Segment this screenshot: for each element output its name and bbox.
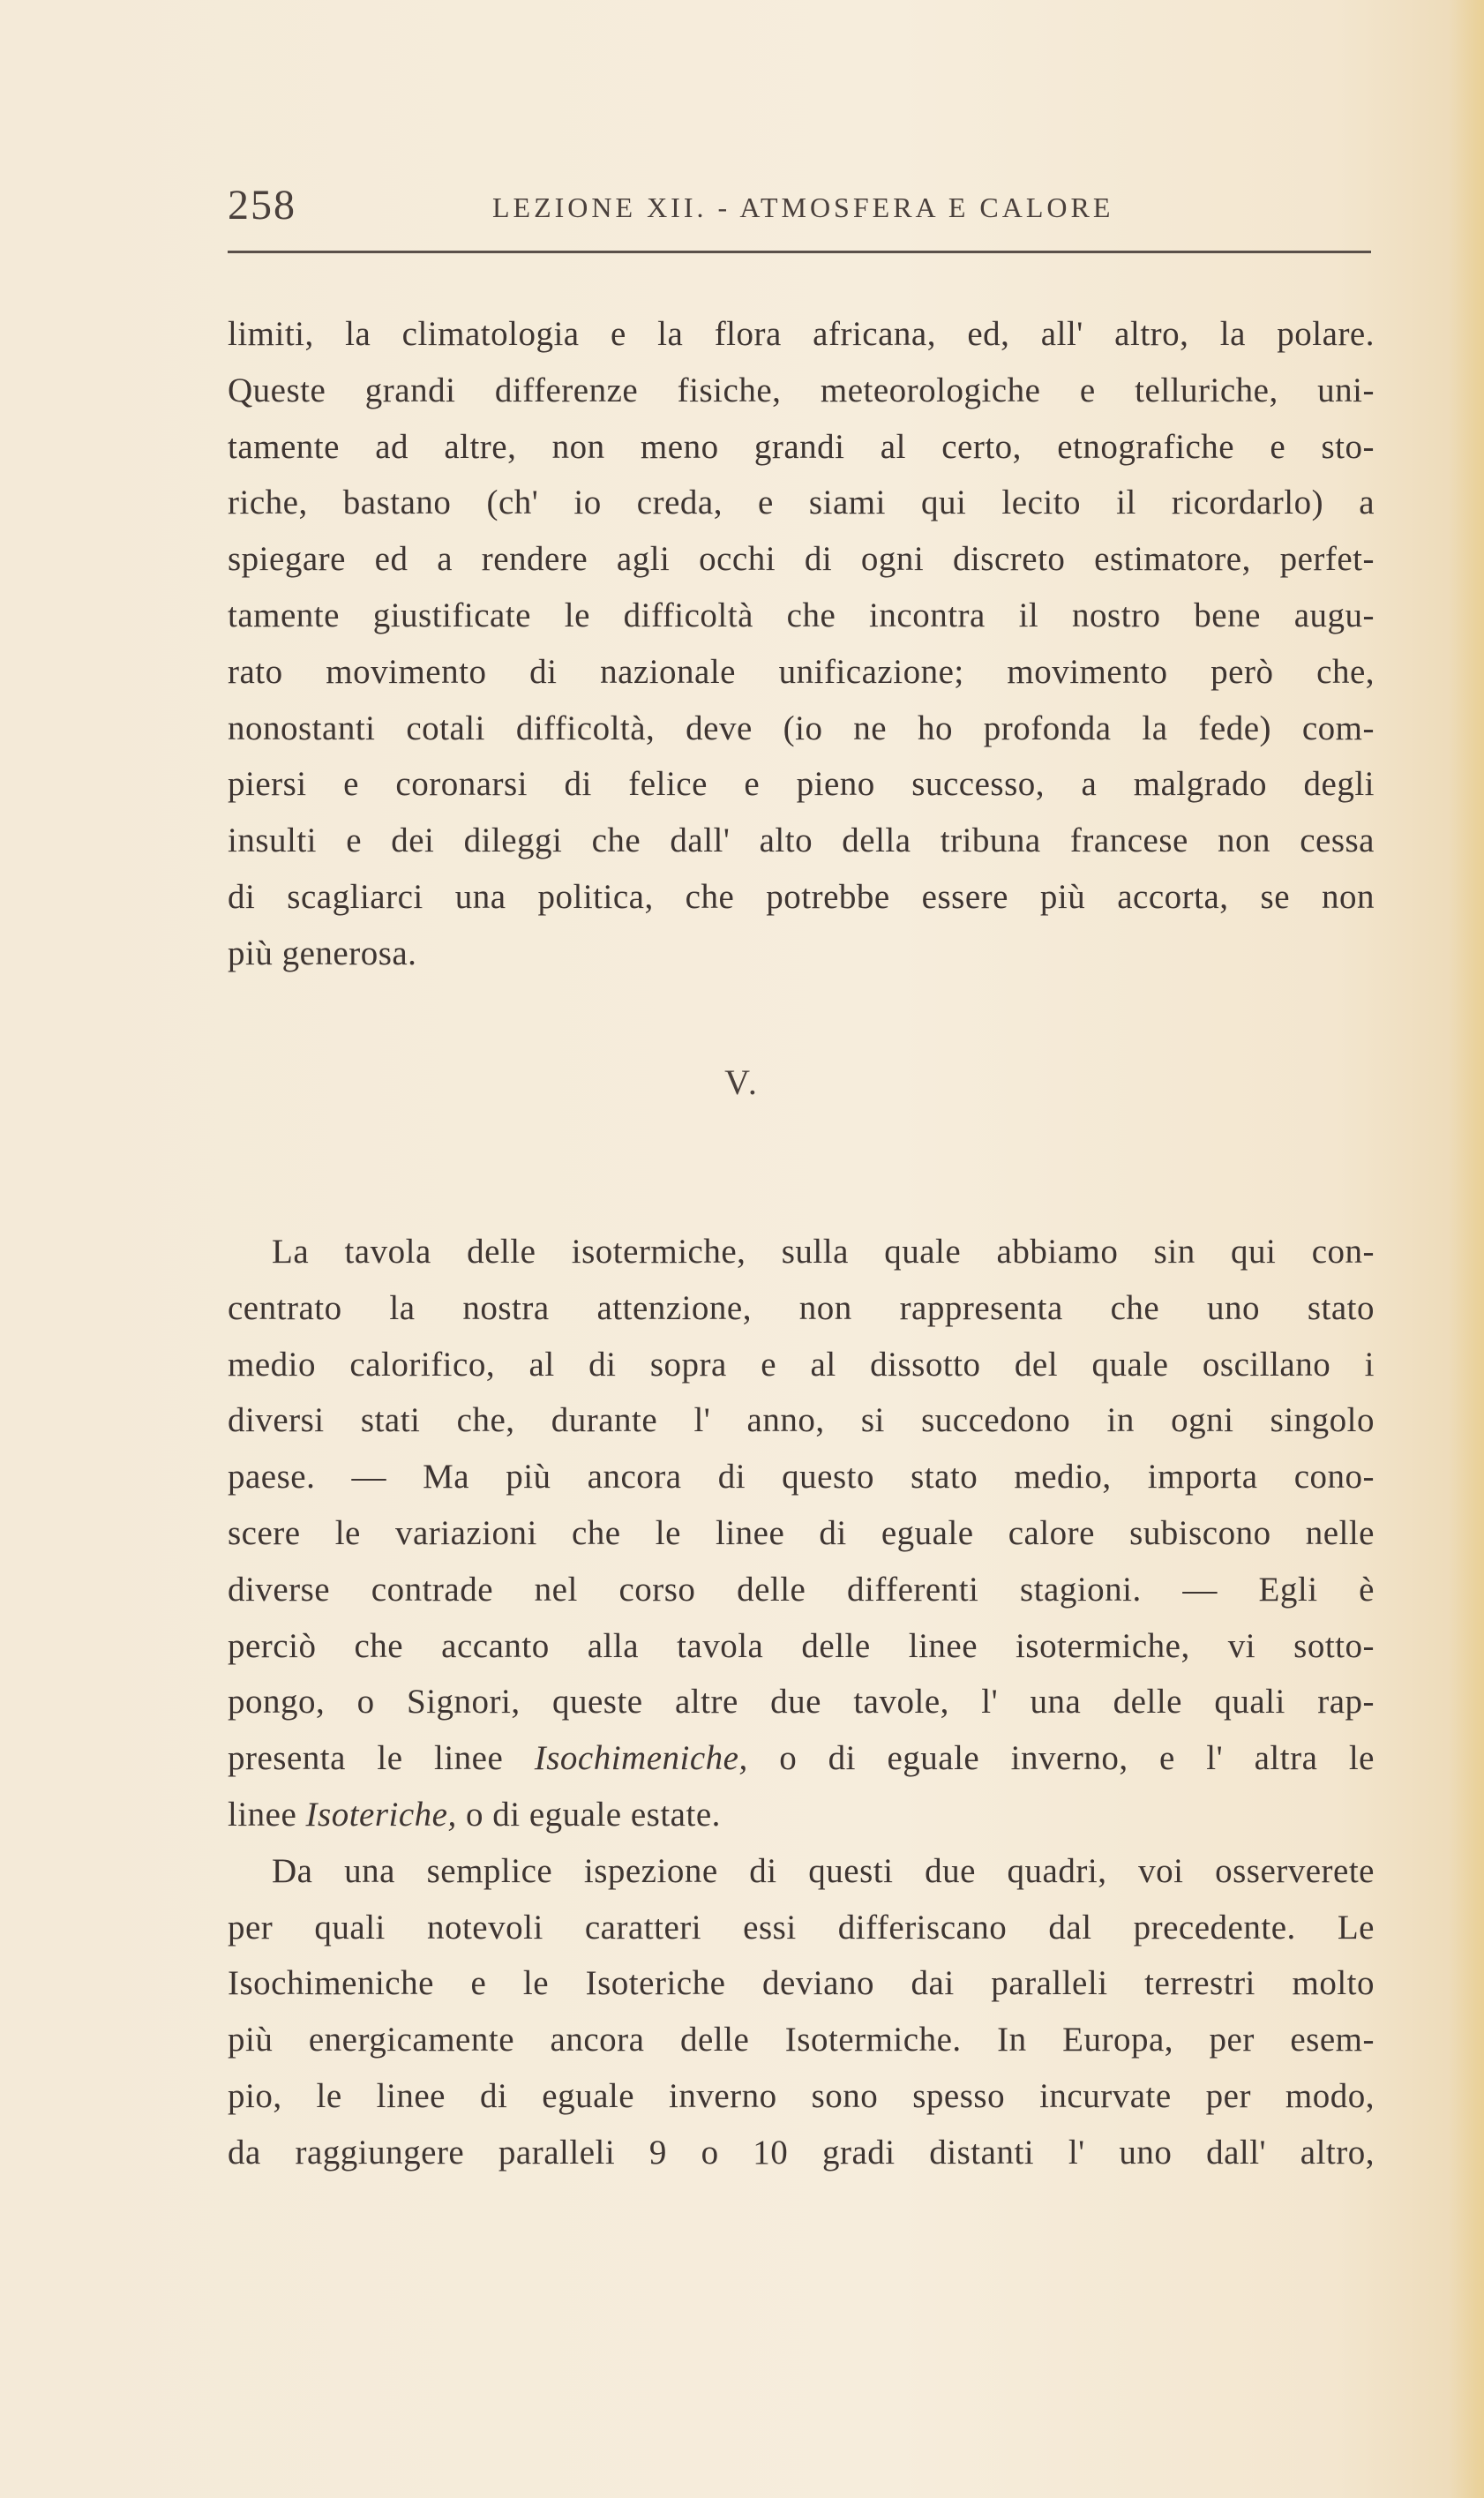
running-header [228,181,1371,234]
text-line: per quali notevoli caratteri essi differiscano dal precedente. Le [228,1908,1375,1947]
text-line: tamente giustificate le difficoltà che incontra il nostro bene augu- [228,596,1375,634]
text-line: Isochimeniche e le Isoteriche deviano dai paralleli terrestri molto [228,1964,1375,2003]
text-line: da raggiungere paralleli 9 o 10 gradi distanti l' uno dall' altro, [228,2133,1375,2172]
text-line: spiegare ed a rendere agli occhi di ogni discreto estimatore, perfet- [228,540,1375,579]
text-line: pio, le linee di eguale inverno sono spesso incurvate per modo, [228,2076,1375,2115]
text-segment: o di eguale estate. [456,1795,721,1834]
text-line [228,1730,1375,1787]
text-line: medio calorifico, al di sopra e al dissotto del quale oscillano i [228,1345,1375,1384]
text-line: La tavola delle isotermiche, sulla quale abbiamo sin qui con- [272,1233,1375,1271]
text-line: più generosa. [228,934,417,972]
text-line: tamente ad altre, non meno grandi al certo, etnografiche e sto- [228,427,1375,466]
text-line: centrato la nostra attenzione, non rappresenta che uno stato [228,1288,1375,1327]
text-line: insulti e dei dileggi che dall' alto della tribuna francese non cessa [228,821,1375,860]
text-line: di scagliarci una politica, che potrebbe essere più accorta, se non [228,877,1375,916]
text-line: paese. — Ma più ancora di questo stato medio, importa cono- [228,1458,1375,1497]
text-line: riche, bastano (ch' io creda, e siami qui lecito il ricordarlo) a [228,484,1375,522]
italic-term: Isochimeniche, [534,1739,748,1778]
page-number: 258 [228,182,296,229]
text-line: nonostanti cotali difficoltà, deve (io ne ho profonda la fede) com- [228,709,1375,747]
text-line: Da una semplice ispezione di questi due quadri, voi osserverete [272,1851,1375,1890]
text-line: scere le variazioni che le linee di eguale calore subiscono nelle [228,1513,1375,1552]
page-edge-shading [1449,0,1484,2498]
text-segment: linee [228,1795,306,1834]
text-line: più energicamente ancora delle Isotermiche. In Europa, per esem- [228,2021,1375,2059]
text-line: diverse contrade nel corso delle differenti stagioni. — Egli è [228,1570,1375,1609]
text-line: rato movimento di nazionale unificazione; movimento però che, [228,652,1375,691]
text-line: piersi e coronarsi di felice e pieno successo, a malgrado degli [228,765,1375,804]
text-segment: o di eguale inverno, e l' altra le [747,1739,1375,1778]
text-line: diversi stati che, durante l' anno, si succedono in ogni singolo [228,1401,1375,1440]
text-line [228,1787,1375,1843]
text-segment: presenta le linee [228,1739,535,1778]
text-line: pongo, o Signori, queste altre due tavole, l' una delle quali rap- [228,1683,1375,1722]
paragraph-continued [228,306,1375,982]
italic-term: Isoteriche, [305,1795,457,1834]
running-title: LEZIONE XII. - ATMOSFERA E CALORE [492,191,1114,223]
text-line: Queste grandi differenze fisiche, meteorologiche e telluriche, uni- [228,371,1375,409]
header-rule [228,251,1371,253]
paragraph-isotherms [228,1224,1375,2181]
text-line: limiti, la climatologia e la flora africana, ed, all' altro, la polare. [228,315,1375,353]
section-numeral: V. [724,1062,760,1102]
text-line: perciò che accanto alla tavola delle linee isotermiche, vi sotto- [228,1626,1375,1665]
